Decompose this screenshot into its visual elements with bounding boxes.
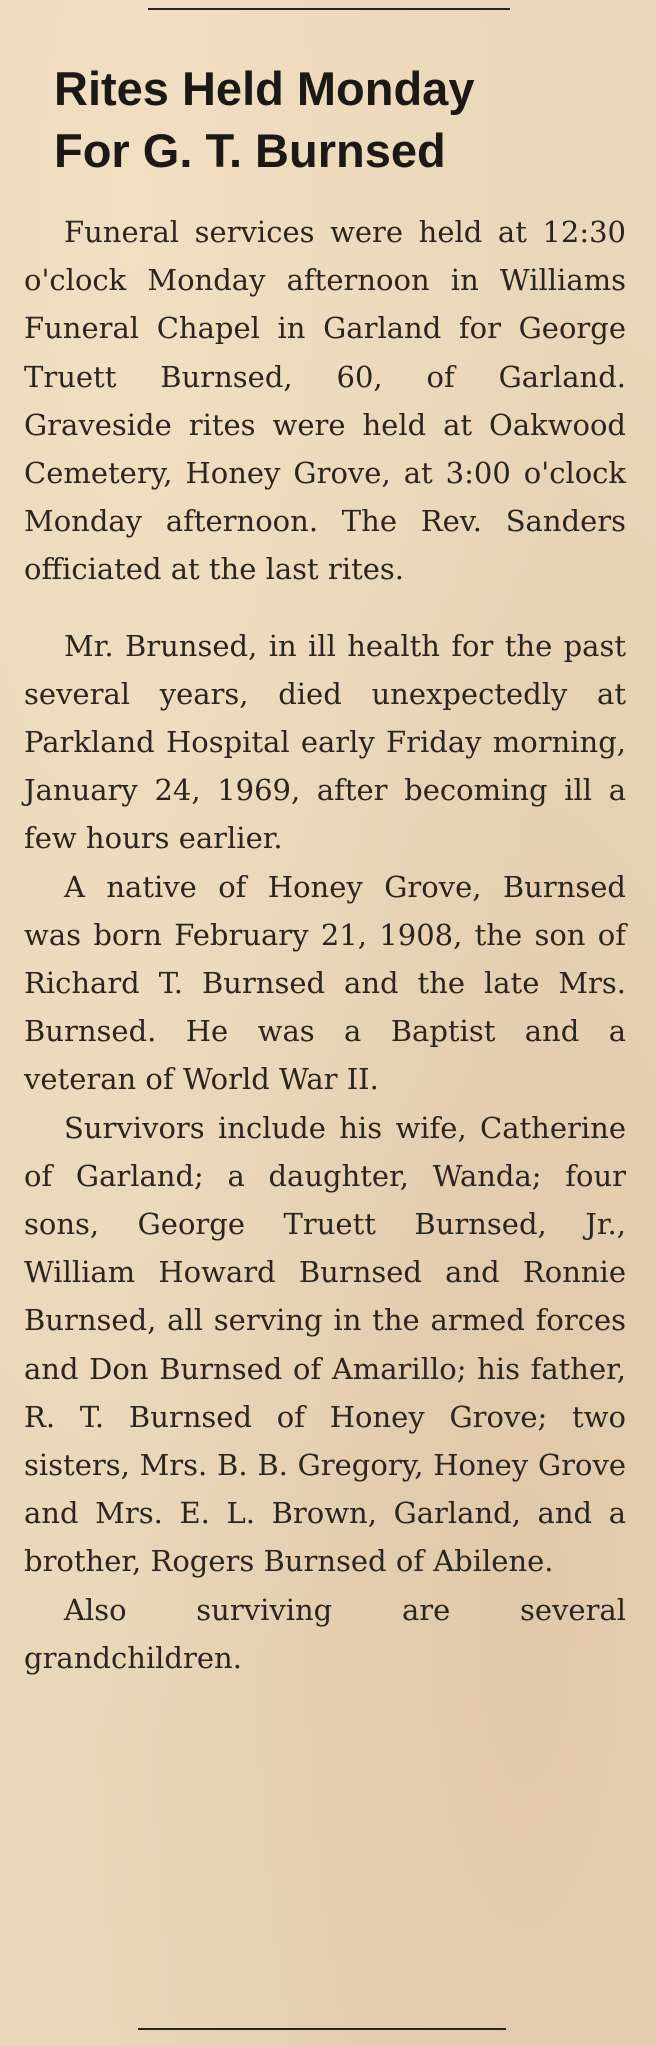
- paragraph-biography: A native of Honey Grove, Burnsed was born February 21, 1908, the son of Richard T. Burnsed and the late Mrs. Burnsed. He was a Baptist and a veteran of World War II.: [24, 869, 626, 1097]
- top-rule: [148, 8, 510, 10]
- headline: [54, 58, 634, 182]
- paragraph-grandchildren: Also surviving are several grandchildren.: [24, 1592, 626, 1675]
- bottom-rule: [138, 2028, 506, 2030]
- paragraph-survivors: Survivors include his wife, Catherine of Garland; a daughter, Wanda; four sons, George Truett Burnsed, Jr., William Howard Burnsed and Ronnie Burnsed, all serving in the armed forces and Don Burnsed of Amarillo; his father, R. T. Burnsed of Honey Grove; two sisters, Mrs. B. B. Gregory, Honey Grove and Mrs. E. L. Brown, Garland, and a brother, Rogers Burnsed of Abilene.: [24, 1110, 626, 1579]
- article-body: [24, 208, 626, 1682]
- paragraph-death: Mr. Brunsed, in ill health for the past several years, died unexpectedly at Parkland Hospital early Friday morning, January 24, 1969, after becoming ill a few hours earlier.: [24, 628, 626, 856]
- headline-line-1: Rites Held Monday: [54, 62, 475, 115]
- headline-line-2: For G. T. Burnsed: [54, 124, 446, 177]
- paragraph-funeral-services: Funeral services were held at 12:30 o'clock Monday afternoon in Williams Funeral Chapel in Garland for George Truett Burnsed, 60, of Garland. Graveside rites were held at Oakwood Cemetery, Honey Grove, at 3:00 o'clock Monday afternoon. The Rev. Sanders officiated at the last rites.: [24, 215, 626, 587]
